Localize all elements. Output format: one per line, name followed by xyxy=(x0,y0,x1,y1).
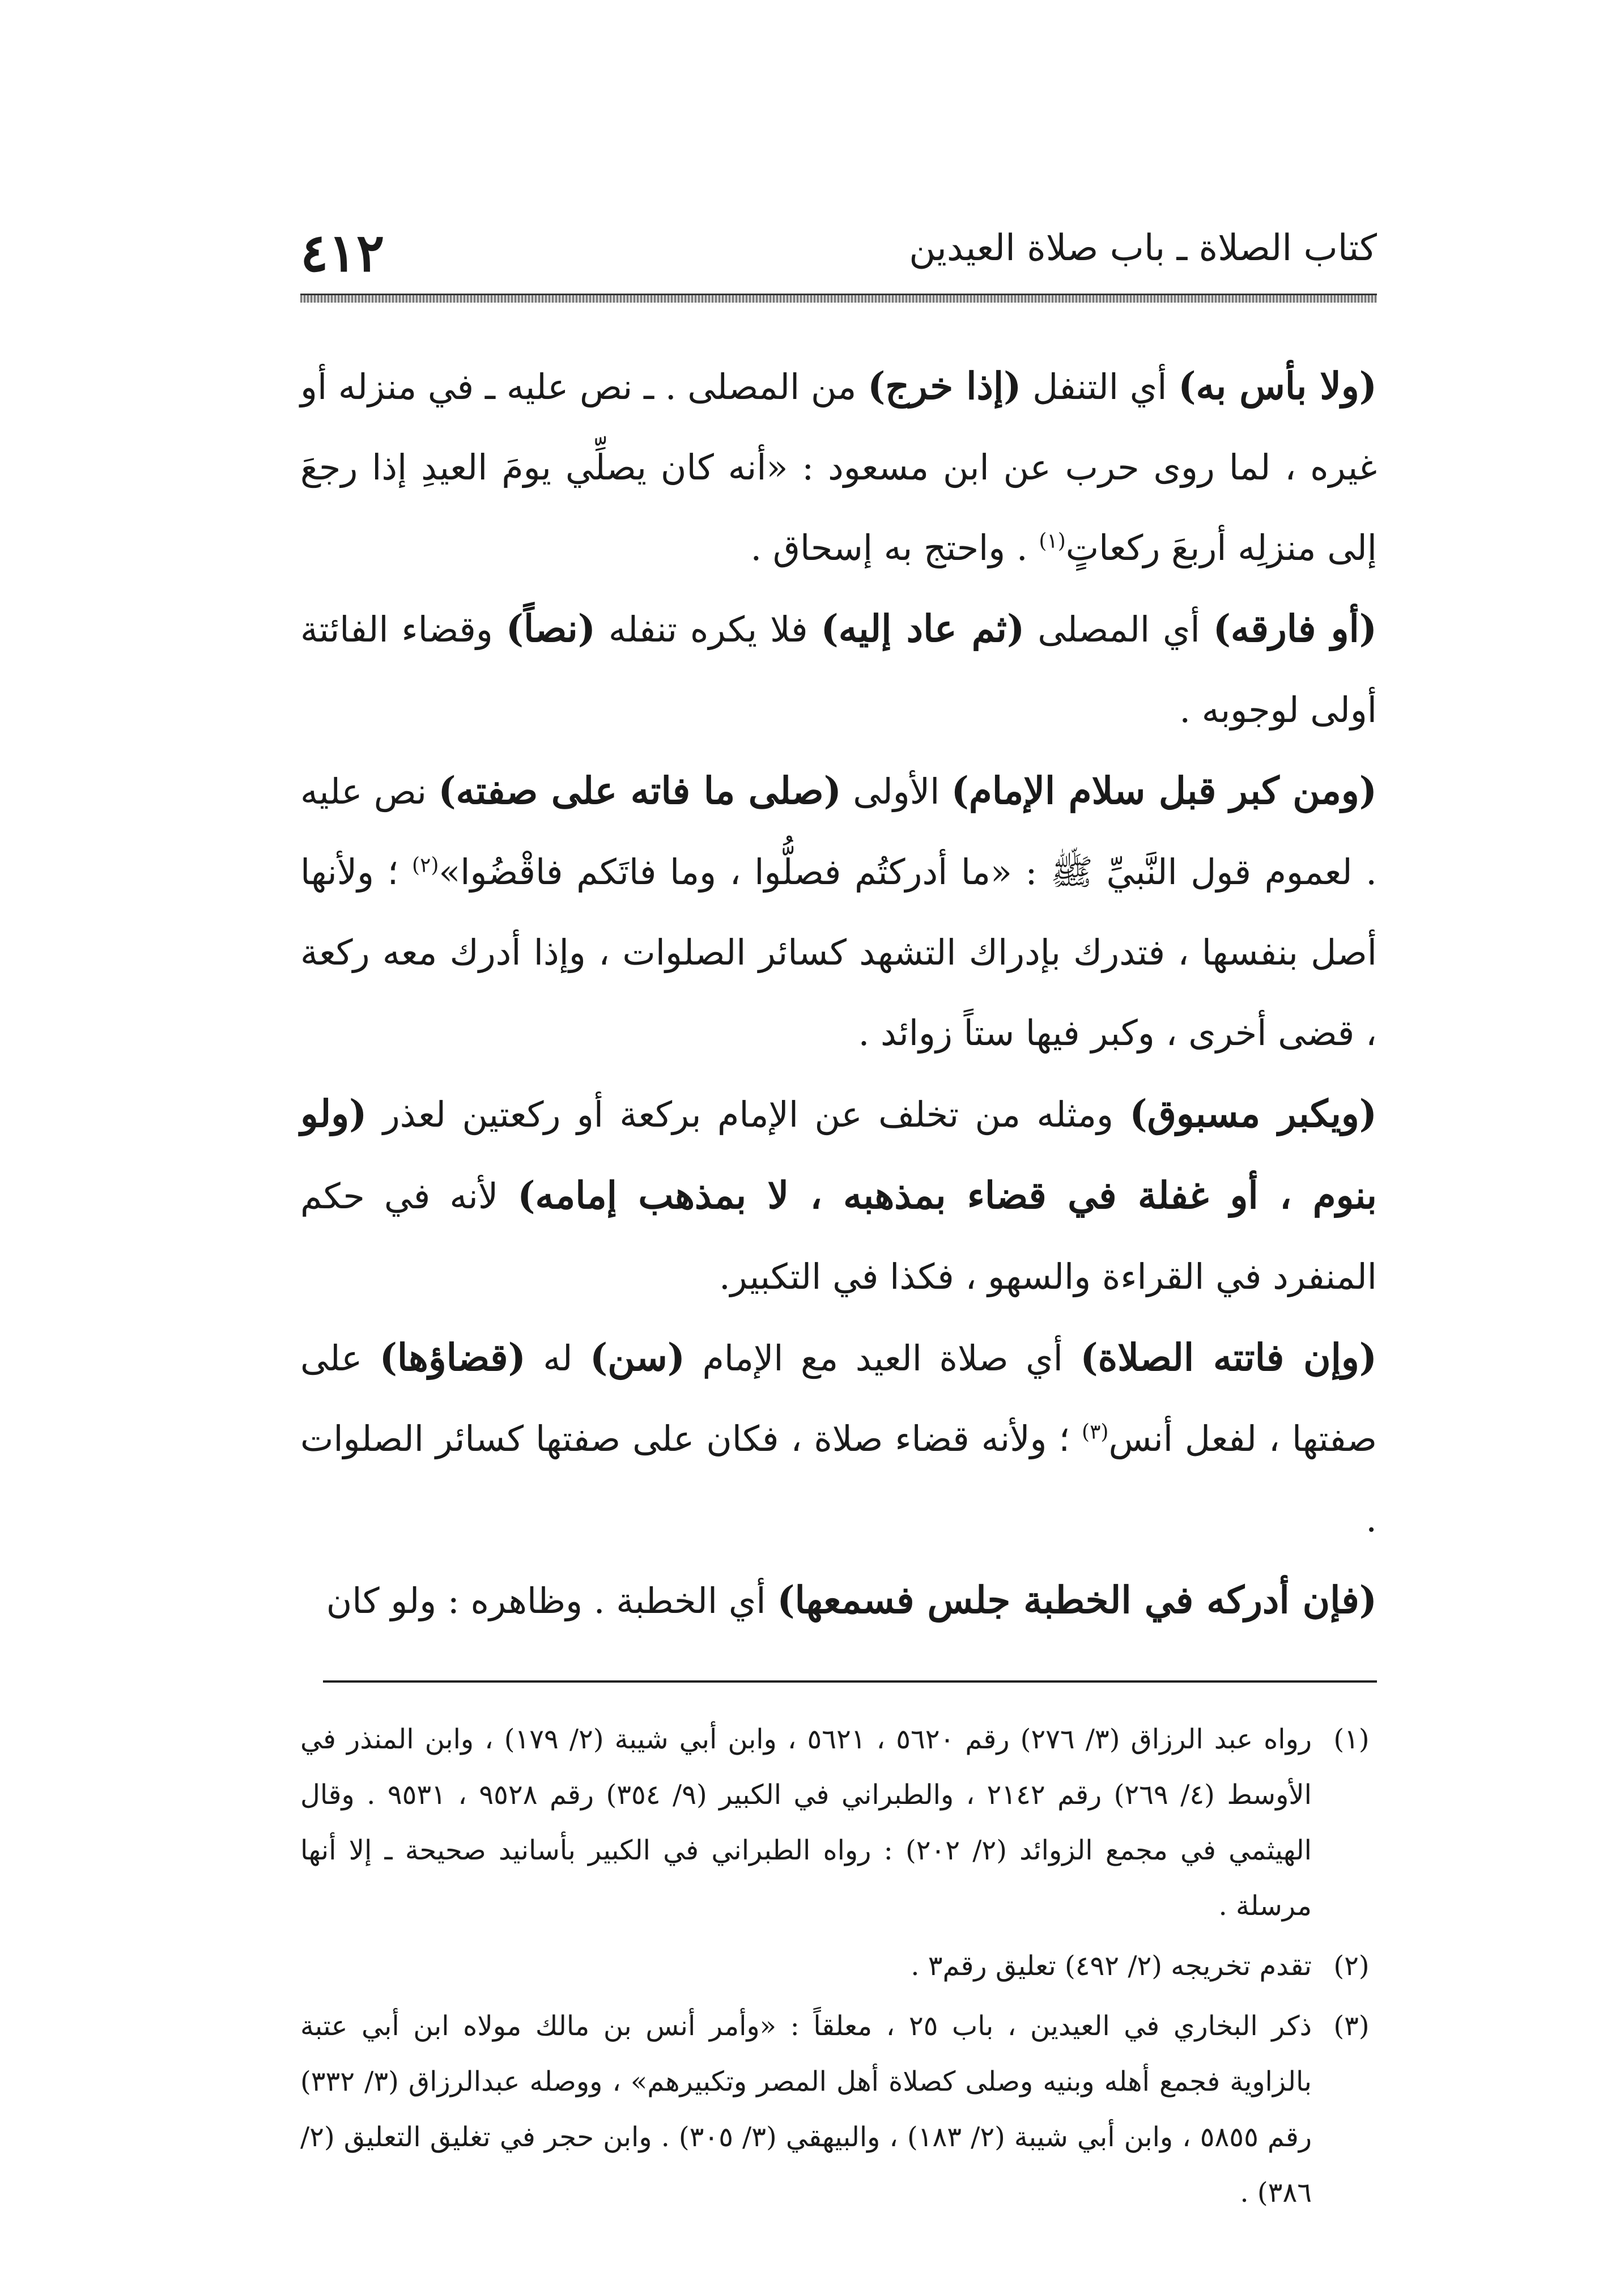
matn-quote: (ولا بأس به) xyxy=(1178,364,1377,408)
sharh-text: الأولى xyxy=(841,771,951,812)
matn-quote: (فإن أدركه في الخطبة جلس فسمعها) xyxy=(777,1578,1377,1622)
main-text xyxy=(300,346,1377,1641)
sharh-text: على صفتها ، لفعل أنس xyxy=(300,1337,1378,1459)
paragraph xyxy=(300,588,1377,750)
page-header xyxy=(300,215,1377,289)
footnote-number: (٣) xyxy=(1333,2010,1370,2042)
matn-quote: (أو فارقه) xyxy=(1213,606,1378,651)
matn-quote: (ويكبر مسبوق) xyxy=(1129,1092,1378,1136)
footnotes xyxy=(300,1712,1377,2225)
sharh-text: أي التنفل xyxy=(1021,366,1179,407)
header-divider xyxy=(300,294,1377,303)
sharh-text: . واحتج به إسحاق . xyxy=(750,527,1039,568)
footnote-number: (١) xyxy=(1333,1723,1370,1755)
footnote xyxy=(300,1938,1377,1994)
matn-quote: (وإن فاتته الصلاة) xyxy=(1080,1335,1378,1379)
footnote-text: تقدم تخريجه (٢/ ٤٩٢) تعليق رقم٣ . xyxy=(911,1950,1312,1982)
paragraph xyxy=(300,346,1377,588)
matn-quote: (نصاً) xyxy=(505,606,596,651)
sharh-text: له xyxy=(525,1337,590,1379)
sharh-text: نص عليه . لعموم قول النَّبيِّ ﷺ : «ما أدركتُم فصلُّوا ، وما فاتَكم فاقْضُوا» xyxy=(300,771,1377,893)
footnote xyxy=(300,1998,1377,2220)
sharh-text: لأنه في حكم المنفرد في القراءة والسهو ، فكذا في التكبير. xyxy=(300,1175,1377,1297)
sharh-text: ؛ ولأنها أصل بنفسها ، فتدرك بإدراك التشهد كسائر الصلوات ، وإذا أدرك معه ركعة ، قضى أخرى ، وكبر فيها ستاً زوائد . xyxy=(300,851,1378,1054)
matn-quote: (قضاؤها) xyxy=(379,1335,526,1379)
footnote-divider xyxy=(323,1680,1377,1683)
matn-quote: (ثم عاد إليه) xyxy=(820,606,1025,651)
running-title: كتاب الصلاة ـ باب صلاة العيدين xyxy=(909,227,1377,269)
matn-quote: (ومن كبر قبل سلام الإمام) xyxy=(951,768,1377,813)
sharh-text: فلا يكره تنفله xyxy=(595,609,821,650)
sharh-text: أي صلاة العيد مع الإمام xyxy=(685,1337,1081,1379)
matn-quote: (سن) xyxy=(589,1335,685,1379)
sharh-text: أي الخطبة . وظاهره : ولو كان xyxy=(326,1580,777,1621)
footnote-reference: (٢) xyxy=(411,853,439,877)
footnote-number: (٢) xyxy=(1333,1950,1370,1982)
footnote-text: ذكر البخاري في العيدين ، باب ٢٥ ، معلقاً : «وأمر أنس بن مالك مولاه ابن أبي عتبة بالزاوية فجمع أهله وبنيه وصلى كصلاة أهل المصر وتكبيرهم» ، ووصله عبدالرزاق (٣/ ٣٣٢) رقم ٥٨٥٥ ، وابن أبي شيبة (٢/ ١٨٣) ، والبيهقي (٣/ ٣٠٥) . وابن حجر في تغليق التعليق (٢/ ٣٨٦) . xyxy=(300,2010,1312,2209)
footnote-text: رواه عبد الرزاق (٣/ ٢٧٦) رقم ٥٦٢٠ ، ٥٦٢١ ، وابن أبي شيبة (٢/ ١٧٩) ، وابن المنذر في الأوسط (٤/ ٢٦٩) رقم ٢١٤٢ ، والطبراني في الكبير (٩/ ٣٥٤) رقم ٩٥٢٨ ، ٩٥٣١ . وقال الهيثمي في مجمع الزوائد (٢/ ٢٠٢) : رواه الطبراني في الكبير بأسانيد صحيحة ـ إلا أنها مرسلة . xyxy=(300,1723,1312,1922)
sharh-text: أي المصلى xyxy=(1024,609,1213,650)
matn-quote: (ولو بنوم ، أو غفلة في قضاء بمذهبه ، لا بمذهب إمامه) xyxy=(300,1092,1377,1217)
sharh-text: ؛ ولأنه قضاء صلاة ، فكان على صفتها كسائر الصلوات . xyxy=(300,1418,1377,1540)
sharh-text: ومثله من تخلف عن الإمام بركعة أو ركعتين لعذر xyxy=(367,1094,1130,1135)
paragraph xyxy=(300,750,1377,1073)
paragraph xyxy=(300,1560,1377,1641)
sharh-text: وقضاء الفائتة أولى لوجوبه . xyxy=(300,609,1377,731)
page-number: ٤١٢ xyxy=(300,222,385,283)
matn-quote: (صلى ما فاته على صفته) xyxy=(438,768,841,813)
footnote xyxy=(300,1712,1377,1934)
paragraph xyxy=(300,1073,1377,1317)
book-page xyxy=(300,215,1378,2209)
paragraph xyxy=(300,1317,1377,1560)
sharh-text: من المصلى . ـ نص عليه ـ في منزله أو غيره ، لما روى حرب عن ابن مسعود : «أنه كان يصلِّي يومَ العيدِ إذا رجعَ إلى منزلِه أربعَ ركعاتٍ xyxy=(300,366,1377,568)
footnote-reference: (٣) xyxy=(1082,1420,1109,1444)
footnote-reference: (١) xyxy=(1039,529,1066,553)
matn-quote: (إذا خرج) xyxy=(868,364,1022,408)
